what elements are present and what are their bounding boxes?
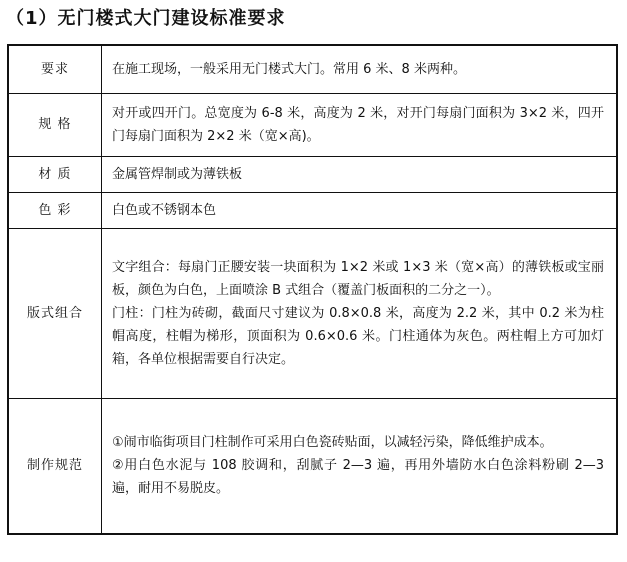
table-row-color bbox=[8, 192, 617, 228]
content-paragraph: 在施工现场，一般采用无门楼式大门。常用 6 米、8 米两种。 bbox=[112, 61, 466, 77]
content-paragraph: 白色或不锈钢本色 bbox=[112, 202, 217, 218]
table-row-material bbox=[8, 156, 617, 192]
row-label: 版式组合 bbox=[8, 228, 102, 398]
row-label: 制作规范 bbox=[8, 398, 102, 534]
row-label: 材 质 bbox=[8, 156, 102, 192]
row-content bbox=[102, 228, 618, 398]
table-row-layout bbox=[8, 228, 617, 398]
standards-table bbox=[7, 44, 618, 535]
table-row-specification bbox=[8, 93, 617, 156]
table-row-requirement bbox=[8, 45, 617, 93]
row-content bbox=[102, 192, 618, 228]
content-paragraph: 对开或四开门。总宽度为 6-8 米，高度为 2 米，对开门每扇门面积为 3×2 米，四开门每扇门面积为 2×2 米（宽×高)。 bbox=[112, 105, 604, 144]
section-title: （1）无门楼式大门建设标准要求 bbox=[6, 8, 286, 29]
table-row-production bbox=[8, 398, 617, 534]
content-paragraph: ①闹市临街项目门柱制作可采用白色瓷砖贴面，以减轻污染，降低维护成本。 bbox=[112, 435, 553, 451]
row-content bbox=[102, 93, 618, 156]
row-label: 要求 bbox=[8, 45, 102, 93]
content-paragraph: 金属管焊制或为薄铁板 bbox=[112, 166, 243, 182]
row-content bbox=[102, 156, 618, 192]
row-content bbox=[102, 45, 618, 93]
content-paragraph: 文字组合：每扇门正腰安装一块面积为 1×2 米或 1×3 米（宽×高）的薄铁板或宝丽板，颜色为白色，上面喷涂 B 式组合（覆盖门板面积的二分之一）。 bbox=[112, 259, 604, 298]
content-paragraph: 门柱：门柱为砖砌，截面尺寸建议为 0.8×0.8 米，高度为 2.2 米，其中 0.2 米为柱帽高度，柱帽为梯形，顶面积为 0.6×0.6 米。门柱通体为灰色。两柱帽上方可加灯箱，各单位根据需要自行决定。 bbox=[112, 305, 604, 367]
row-label: 色 彩 bbox=[8, 192, 102, 228]
row-content bbox=[102, 398, 618, 534]
content-paragraph: ②用白色水泥与 108 胶调和，刮腻子 2—3 遍，再用外墙防水白色涂料粉刷 2—3 遍，耐用不易脱皮。 bbox=[112, 458, 604, 497]
row-label: 规 格 bbox=[8, 93, 102, 156]
